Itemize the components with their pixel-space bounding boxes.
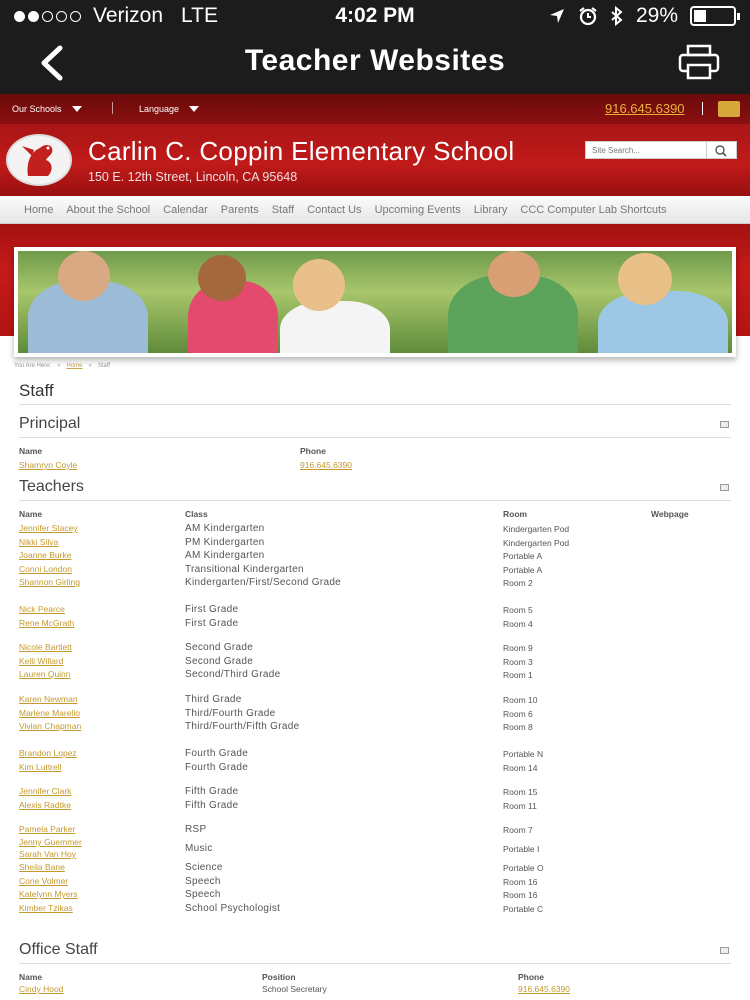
menu-item-staff[interactable]: Staff [271,203,295,216]
teachers-table: Name Class Room Webpage Jennifer Stacey AM Kindergarten Kindergarten Pod Nikki Silva PM Kindergarten Kindergarten Pod Joanne Burke AM Kindergarten Portable A Conni London Transitional Kindergarten Portable A Shannon Girling Kindergarten/First/Second Grade Room 2 Nick Pearce First Grade Room 5 Rene McGrath First Grade Room 4 Nicole Bartlett Second Grade Room 9 Kelli Willard Second Grade Room 3 Lauren Quinn Second/Third Grade Room 1 Karen Newman Third Grade Room 10 Marlene Marello Third/Fourth Grade Room 6 Vivian Chapman Third/Fourth/Fifth Grade Room 8 Brandon Lopez Fourth Grade Portable N Kim Luttrell Fourth Grade Room 14 Jennifer Clark Fifth Grade Room 15 Alexis Radtke Fifth Grade Room 11 Pamela Parker RSP Room 7 Jenny Guemmer Sarah Van Hoy Music Portable I Sheila Bane Science Portable O Corie Volmer Speech Room 16 Katelynn Myers Speech Room 16 Kimber Tzikas School Psychologist Portable C [19,509,689,914]
teacher-class: Music [185,843,213,854]
teacher-room: Portable A [503,551,543,561]
teacher-name-link[interactable]: Sarah Van Hoy [19,849,77,859]
page-title: Teacher Websites [244,44,506,77]
teacher-room: Room 2 [503,578,533,588]
school-address: 150 E. 12th Street, Lincoln, CA 95648 [88,170,298,184]
teacher-name-link[interactable]: Jennifer Stacey [19,523,78,533]
teacher-room: Portable O [503,863,544,873]
mail-icon[interactable] [718,101,740,117]
menu-item-computer-lab[interactable]: CCC Computer Lab Shortcuts [520,203,667,216]
teacher-room: Room 3 [503,656,533,667]
teacher-name-link[interactable]: Kimber Tzikas [19,902,73,913]
clock: 4:02 PM [335,4,415,27]
breadcrumb-home[interactable]: Home [66,363,83,369]
teacher-class: Third/Fourth Grade [185,707,276,719]
location-icon [548,7,566,25]
app-navigation-bar [0,32,750,94]
principal-table: Name Phone Shamryn Coyle 916.645.6390 [19,446,352,470]
teacher-class: First Grade [185,604,239,615]
teacher-class: AM Kindergarten [185,550,265,561]
teacher-name-link[interactable]: Kim Luttrell [19,761,62,772]
teacher-class: Fourth Grade [185,748,249,759]
breadcrumb: You Are Here: » Home » Staff [14,363,111,369]
teacher-class: Second Grade [185,642,254,653]
teacher-name-link[interactable]: Sheila Bane [19,862,65,872]
teacher-room: Room 16 [503,876,538,887]
teacher-class: Science [185,862,223,873]
school-logo[interactable] [6,134,72,186]
teacher-room: Room 4 [503,618,533,629]
teacher-name-link[interactable]: Katelynn Myers [19,889,78,899]
banner-photo [14,247,736,357]
collapse-toggle-icon[interactable] [720,421,729,428]
teacher-name-link[interactable]: Jenny Guemmer [19,837,82,847]
teacher-class: Second/Third Grade [185,669,281,680]
school-website [0,94,750,1000]
menu-item-library[interactable]: Library [473,203,508,216]
teacher-room: Room 9 [503,643,533,653]
site-top-bar [0,94,750,124]
teacher-room: Portable C [503,903,544,914]
teacher-name-link[interactable]: Alexis Radtke [19,799,71,810]
battery-icon [690,6,736,26]
teacher-name-link[interactable]: Rene McGrath [19,617,75,628]
site-header [0,124,750,196]
teacher-class: Speech [185,889,221,900]
teacher-name-link[interactable]: Pamela Parker [19,824,76,834]
teacher-class: Third/Fourth/Fifth Grade [185,721,300,732]
battery-percent: 29% [635,4,678,27]
teacher-room: Kindergarten Pod [503,537,570,548]
teacher-class: Fourth Grade [185,761,249,773]
teacher-name-link[interactable]: Brandon Lopez [19,748,77,758]
teacher-name-link[interactable]: Shannon Girling [19,577,80,587]
office-staff-name-link[interactable]: Cindy Hood [19,984,64,994]
teacher-class: Fifth Grade [185,799,239,811]
site-main-menu [0,196,750,224]
principal-heading: Principal [19,415,731,438]
status-bar [0,0,750,32]
site-search [585,141,740,159]
menu-item-contact[interactable]: Contact Us [307,203,362,216]
teacher-room: Portable N [503,749,544,759]
teacher-class: Third Grade [185,694,242,705]
teacher-room: Room 14 [503,762,538,773]
bluetooth-icon [610,6,624,26]
menu-item-parents[interactable]: Parents [220,203,259,216]
teacher-name-link[interactable]: Joanne Burke [19,550,72,560]
office-staff-heading: Office Staff [19,941,731,964]
teacher-room: Portable I [503,844,540,854]
teacher-room: Room 10 [503,695,538,705]
printer-icon[interactable] [678,44,720,80]
teacher-class: First Grade [185,617,239,629]
teacher-room: Room 8 [503,722,533,732]
teacher-class: PM Kindergarten [185,536,265,548]
teacher-room: Room 15 [503,787,538,797]
search-button[interactable] [707,141,737,159]
network-label: LTE [181,4,219,27]
search-icon [707,142,737,160]
breadcrumb-current: Staff [97,363,111,369]
caret-down-icon [189,106,199,112]
principal-name-link[interactable]: Shamryn Coyle [19,460,78,470]
teacher-class: Kindergarten/First/Second Grade [185,577,342,588]
teacher-name-link[interactable]: Lauren Quinn [19,669,71,679]
menu-item-calendar[interactable]: Calendar [163,203,208,216]
teacher-class: RSP [185,824,207,835]
teacher-room: Room 11 [503,800,537,811]
teacher-room: Portable A [503,564,543,575]
school-name[interactable]: Carlin C. Coppin Elementary School [88,136,515,166]
teacher-name-link[interactable]: Vivian Chapman [19,721,82,731]
teacher-class: Speech [185,875,221,887]
teacher-room: Room 7 [503,825,533,835]
carrier-label: Verizon [93,4,164,27]
phone-link[interactable]: 916.645.6390 [605,101,685,116]
teacher-name-link[interactable]: Nikki Silva [19,536,59,547]
language-dropdown[interactable]: Language [139,104,199,114]
teacher-name-link[interactable]: Corie Volmer [19,875,69,886]
banner-area [0,224,750,336]
office-staff-position: School Secretary [262,984,327,994]
teacher-class: AM Kindergarten [185,523,265,534]
teacher-name-link[interactable]: Kelli Willard [19,655,64,666]
teacher-class: Second Grade [185,655,254,667]
teachers-heading: Teachers [19,478,731,501]
principal-phone-link[interactable]: 916.645.6390 [300,460,352,470]
staff-page-title: Staff [19,381,731,405]
teacher-class: Fifth Grade [185,786,239,797]
office-staff-table: Name Position Phone Cindy Hood School Secretary 916.645.6390 [19,972,570,994]
menu-item-home[interactable]: Home [24,203,54,216]
collapse-toggle-icon[interactable] [720,484,729,491]
teacher-name-link[interactable]: Karen Newman [19,694,78,704]
search-input[interactable] [585,141,707,159]
teacher-class: Transitional Kindergarten [185,563,304,575]
teacher-name-link[interactable]: Marlene Marello [19,707,80,718]
teacher-room: Room 1 [503,670,533,680]
caret-down-icon [72,106,82,112]
teacher-name-link[interactable]: Conni London [19,563,72,574]
menu-item-events[interactable]: Upcoming Events [374,203,461,216]
teacher-name-link[interactable]: Jennifer Clark [19,786,72,796]
our-schools-dropdown[interactable]: Our Schools [12,104,82,114]
teacher-class: School Psychologist [185,902,281,914]
teacher-room: Room 6 [503,708,533,719]
office-staff-phone-link[interactable]: 916.645.6390 [518,984,570,994]
teacher-room: Room 16 [503,890,538,900]
menu-item-about[interactable]: About the School [66,203,151,216]
teacher-name-link[interactable]: Nick Pearce [19,604,65,614]
teacher-name-link[interactable]: Nicole Bartlett [19,642,72,652]
alarm-icon [578,6,598,26]
collapse-toggle-icon[interactable] [720,947,729,954]
teacher-room: Room 5 [503,605,533,615]
teacher-room: Kindergarten Pod [503,524,570,534]
